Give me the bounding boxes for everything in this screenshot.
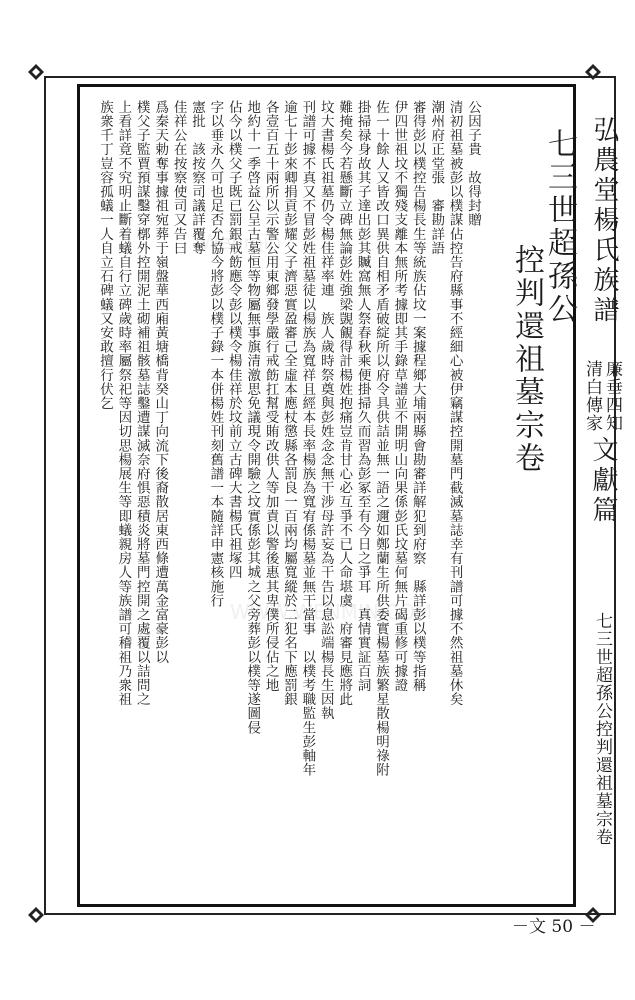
body-column: 各壹百五十兩所以示警公用東鄉發學嚴行戒飭扛幫受賄改供人等加責以警後惠其卑僕所侵佔之地 xyxy=(262,100,279,693)
section-title: 文獻篇 xyxy=(588,436,618,526)
watermark-text: Wenmin xyxy=(200,230,282,254)
body-column: 憲批 該按察司議詳覆奪 xyxy=(189,100,205,256)
watermark-text: WWW.WENMIN.COM xyxy=(230,600,433,624)
body-column: 族衆千丁豈容孤蟻一人自立石碑蟻又安敢擅行伏乞 xyxy=(97,100,113,411)
volume-label-left: 清白傳家 xyxy=(582,360,602,432)
body-column: 爲秦天勅奪事據祖宛葬于嶺盤華西廂黃塘橋背癸山丁向流下後裔散居東西條遭萬金富豪彭以 xyxy=(152,100,169,664)
body-column: 佐一十餘人又皆改口異供自相矛盾破綻所以府令具供詰並無一語之邇如鄭蘭生所供委實楊墓族繁星散楊明祿附 xyxy=(373,100,389,777)
body-column: 清初祖墓被彭以樸謀佔控告府縣事不經細心被伊竊謀控開墓門截滅墓誌幸有刊譜可據不然祖墓休矣 xyxy=(446,100,463,707)
running-side-title: 七三世超孫公控判還祖墓宗卷 xyxy=(592,612,612,846)
body-column: 佳祥公在按察使司又告曰 xyxy=(170,100,187,256)
body-column: 坟大書楊氏祖墓仍令楊佳祥率連 族人歲時祭奠與彭姓念念無干涉母許妄為干告以息訟端楊長生因執 xyxy=(317,100,334,721)
page-number: －文 50 － xyxy=(512,917,596,937)
body-column: 伊四世祖坟不獨殘支離本無所考據即其手錄草譜並不開明山向果係彭氏坟墓何無片碣重修可據證 xyxy=(391,100,408,693)
corner-ornament-icon xyxy=(584,63,602,81)
body-column: 審得彭以樸控告楊長生等統族佔坟一案據程鄉大埔兩縣會勘審詳解犯到府察 縣詳彭以樸等指稱 xyxy=(409,100,426,693)
corner-ornament-icon xyxy=(27,63,45,81)
book-title: 弘農堂楊氏族譜 xyxy=(589,116,619,326)
chapter-title-line2: 控判還祖墓宗卷 xyxy=(509,244,544,475)
body-column: 樸父子監賈預謀鑿穿槨外控開泥土砌補祖骸墓誌鑿遭謀滅奈府惧惡積炎將墓門控開之處覆以詰問之 xyxy=(133,100,150,707)
volume-label-right: 廉垂四知 xyxy=(602,360,622,432)
corner-ornament-icon xyxy=(27,906,45,924)
body-column: 佔今以樸父子既已罰銀戒飭應令彭以樸令楊佳祥於坟前立古碑大書楊氏祖塚四 xyxy=(225,100,242,580)
body-column: 地約十一季啓益公呈古墓恒等物屬無事旗清激思免議現令開驗之坟實係彭其城之父旁葬彭以樸等遂圖侵 xyxy=(244,100,261,735)
body-column: 難掩矣今若懸斷立碑無論彭姓強梁覬覦得計楊姓抱痛豈肯甘心必互爭不已人命堪虞 府審見應將此 xyxy=(336,100,353,707)
body-column: 公因子貴 故得封贈 xyxy=(465,100,481,227)
body-column: 潮州府正堂張 審勘詳語 xyxy=(428,100,445,256)
chapter-title-line1: 七三世超孫公 xyxy=(542,128,577,326)
body-column: 掛掃禄身故其子達出彭其贓窩無人祭春秋乘便掛掃久而習為彭冢至有今日之爭耳 真情實証百詞 xyxy=(354,100,371,693)
body-column: 字以垂永久可也足否允協今將彭以樸子錄一本併楊姓刊刻舊譜一本隨詳申憲核施行 xyxy=(207,100,224,608)
body-column: 上看詳竟不究明止斷着蟻自行立碑歲時率屬祭祀等因切思楊展生等即蟻親房人等族譜可稽祖乃衆祖 xyxy=(115,100,132,707)
body-column: 刊譜可據不真又不冒彭姓祖墓徒以楊族為寬祥且經本長率楊族為寬宥係楊墓並無干當事 以樸考職監生彭軸年 xyxy=(299,100,316,777)
body-column: 逾七十彭來卿捐貢彭耀父子濟惡實盈審己全虛本應杖懲縣各罰良一百兩均屬寬縱於二犯名下應罰銀 xyxy=(281,100,297,707)
